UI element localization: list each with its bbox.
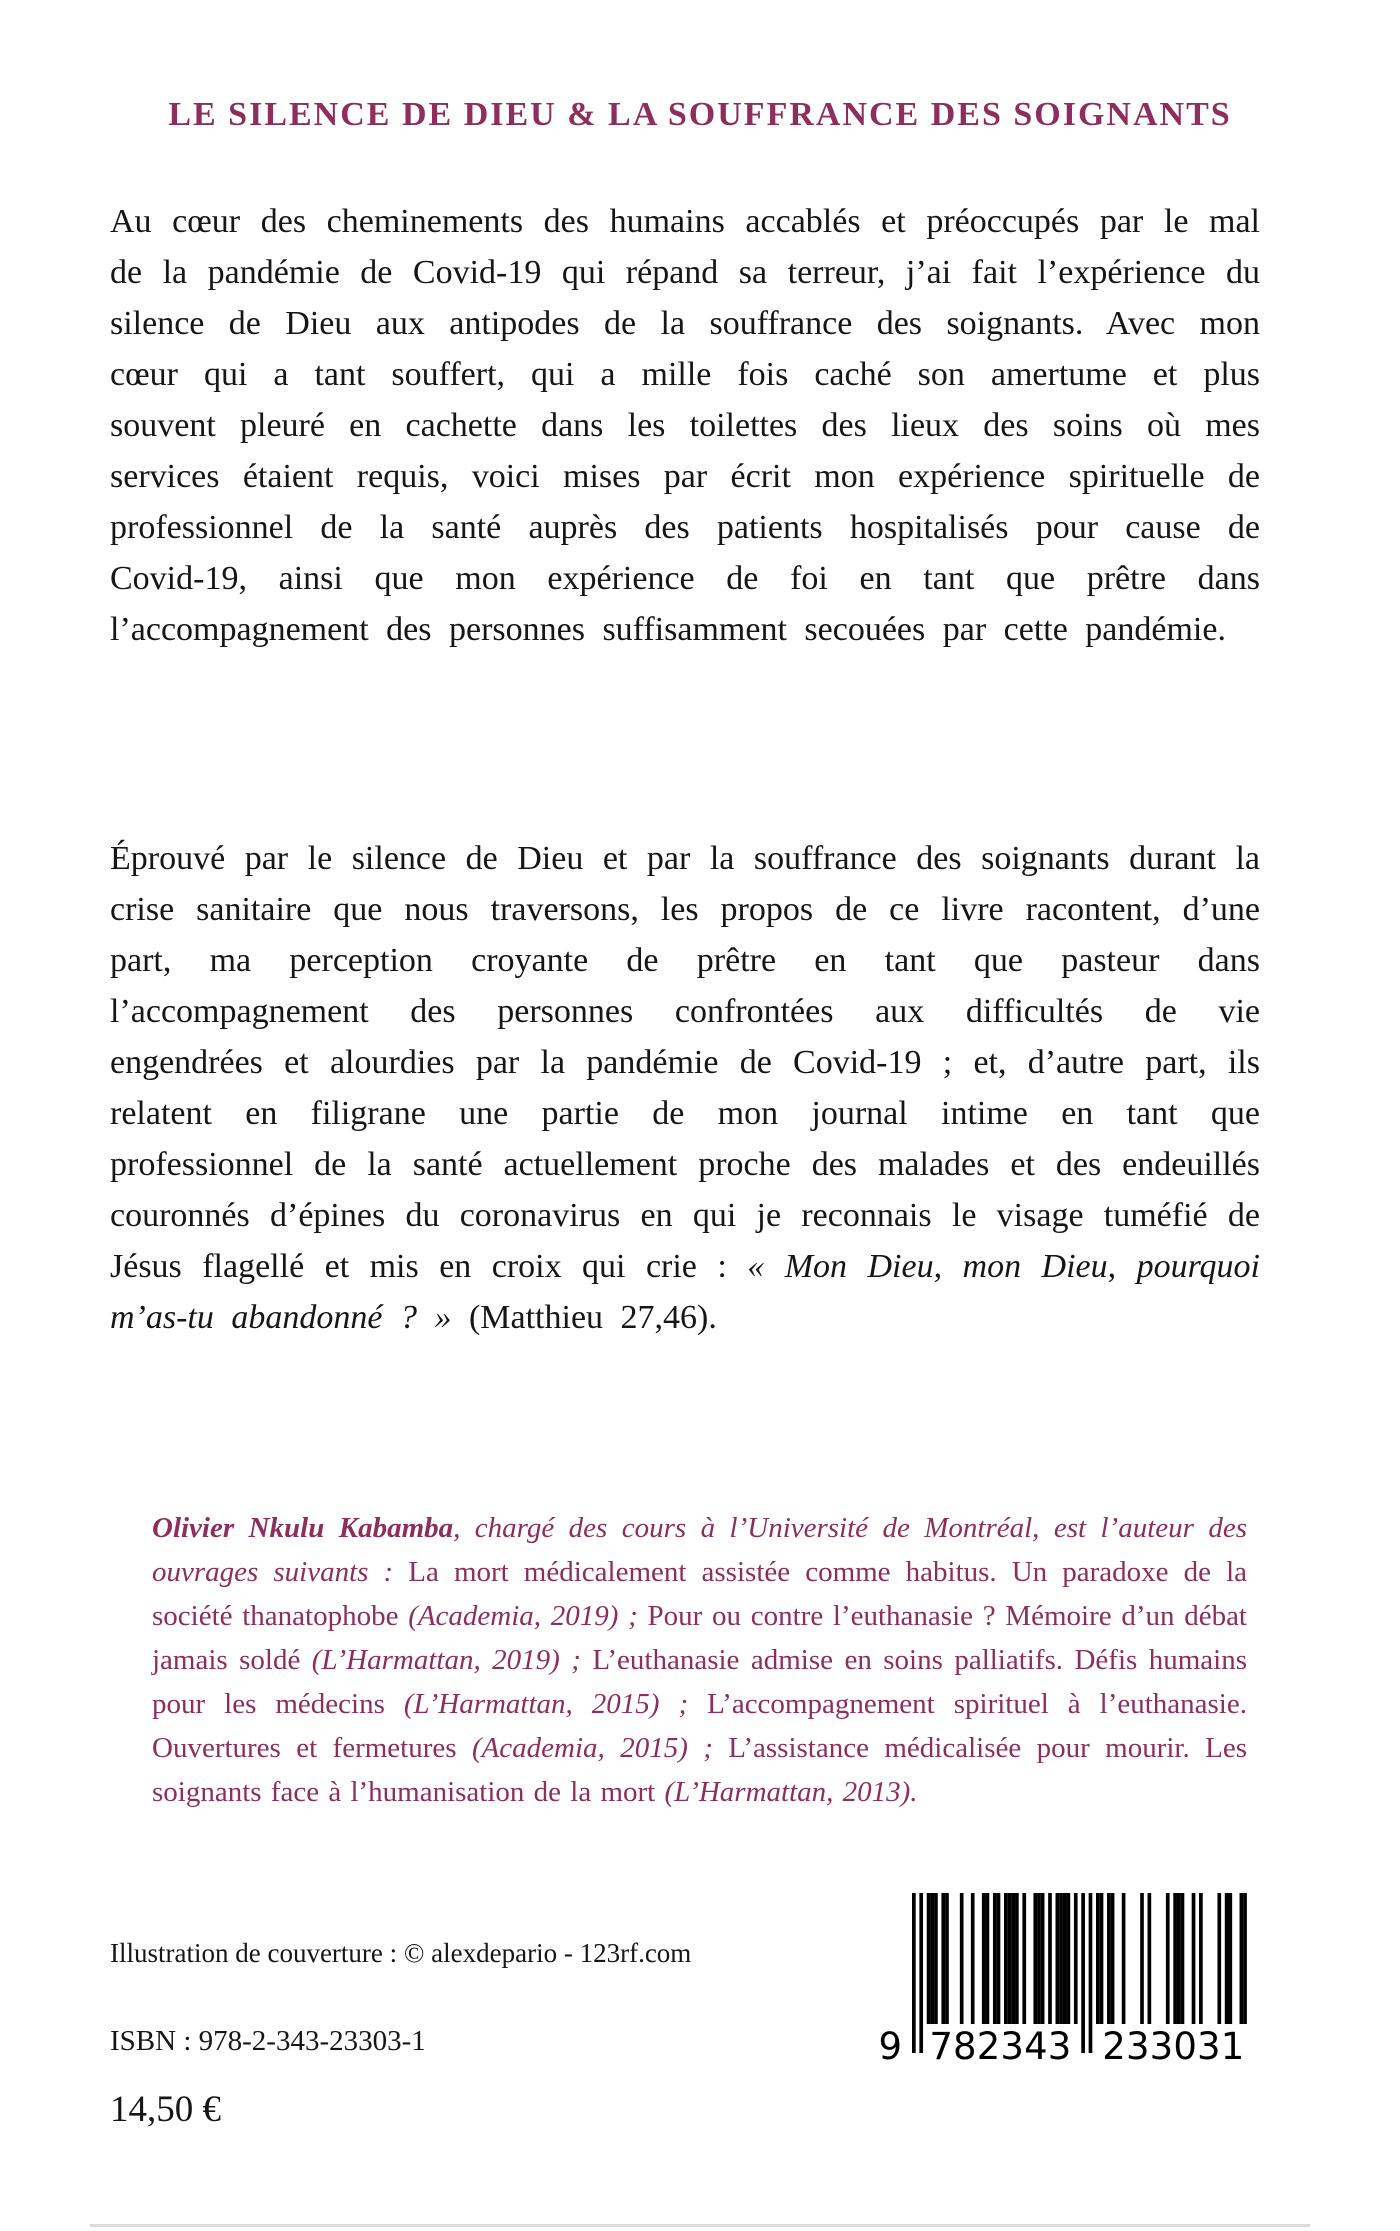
page-bottom-edge (90, 2224, 1310, 2227)
synopsis-paragraph-2 (110, 833, 1260, 1343)
text-segment: L’euthanasie admise en soins palliatifs. Défis humains pour les médecins (152, 1644, 1247, 1720)
text-segment: Pour ou contre l’euthanasie ? Mémoire d’un débat jamais soldé (152, 1600, 1247, 1676)
text-segment: Éprouvé par le silence de Dieu et par la souffrance des soignants durant la crise sanitaire que nous traversons, les propos de ce livre racontent, d’une part, ma perception croyante de prêtre en tant que pasteur dans l’accompagnement des personnes confrontées aux difficultés de vie engendrées et alourdies par la pandémie de Covid-19 ; et, d’autre part, ils relatent en filigrane une partie de mon journal intime en tant que professionnel de la santé actuellement proche des malades et des endeuillés couronnés d’épines du coronavirus en qui je reconnais le visage tuméfié de Jésus flagellé et mis en croix qui crie : (110, 840, 1260, 1285)
text-segment: (Academia, 2019) ; (408, 1600, 648, 1632)
isbn-text: ISBN : 978-2-343-23303-1 (110, 2025, 426, 2057)
text-segment: La mort médicalement assistée comme habitus. Un paradoxe de la société thanatophobe (152, 1556, 1248, 1632)
barcode-lead-digit: 9 (878, 2025, 902, 2065)
barcode-left-digits: 782343 (929, 2025, 1072, 2065)
price-text: 14,50 € (110, 2089, 221, 2130)
illustration-credit: Illustration de couverture : © alexdepario - 123rf.com (110, 1938, 692, 1968)
text-segment: (L’Harmattan, 2013). (664, 1776, 918, 1808)
text-segment: , chargé des cours à l’Université de Montréal, est l’auteur des ouvrages suivants : (152, 1512, 1247, 1588)
text-segment: « Mon Dieu, mon Dieu, pourquoi m’as-tu abandonné ? » (110, 1248, 1260, 1336)
barcode-bars (878, 1893, 1270, 2065)
book-title: LE SILENCE DE DIEU & LA SOUFFRANCE DES SOIGNANTS (168, 96, 1232, 133)
text-segment: (L’Harmattan, 2015) ; (403, 1688, 708, 1720)
text-segment: (Matthieu 27,46). (451, 1299, 717, 1336)
author-bio (152, 1506, 1247, 1814)
text-segment: L’accompagnement spirituel à l’euthanasie. Ouvertures et fermetures (152, 1688, 1247, 1764)
barcode (878, 1893, 1270, 2065)
barcode-right-digits: 233031 (1102, 2025, 1245, 2065)
text-segment: (L’Harmattan, 2019) ; (311, 1644, 593, 1676)
text-segment: (Academia, 2015) ; (471, 1732, 729, 1764)
text-segment: L’assistance médicalisée pour mourir. Les soignants face à l’humanisation de la mort (152, 1732, 1247, 1808)
text-segment: Olivier Nkulu Kabamba (152, 1512, 454, 1544)
synopsis-paragraph-1: Au cœur des cheminements des humains accablés et préoccupés par le mal de la pandémie de Covid-19 qui répand sa terreur, j’ai fait l’expérience du silence de Dieu aux antipodes de la souffrance des soignants. Avec mon cœur qui a tant souffert, qui a mille fois caché son amertume et plus souvent pleuré en cachette dans les toilettes des lieux des soins où mes services étaient requis, voici mises par écrit mon expérience spirituelle de professionnel de la santé auprès des patients hospitalisés pour cause de Covid-19, ainsi que mon expérience de foi en tant que prêtre dans l’accompagnement des personnes suffisamment secouées par cette pandémie. (110, 203, 1260, 648)
